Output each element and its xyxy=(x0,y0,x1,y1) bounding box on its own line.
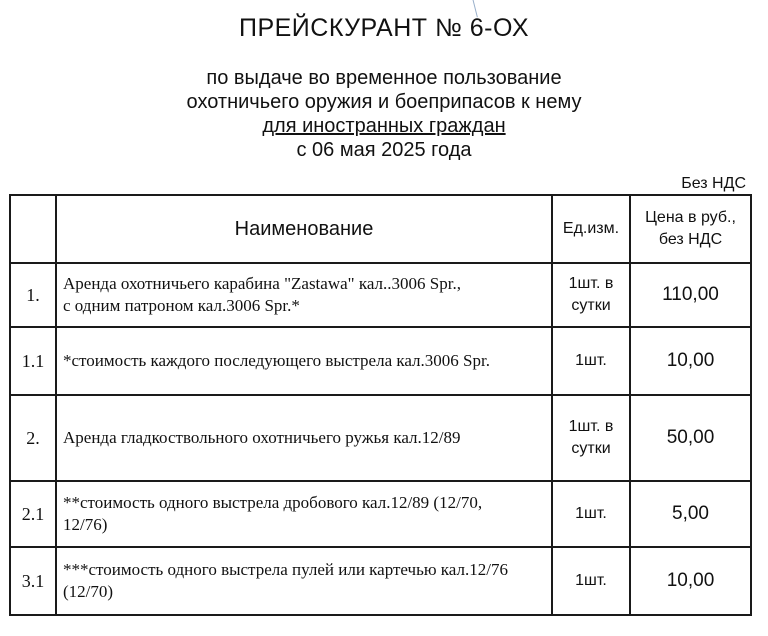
row-unit xyxy=(552,547,630,615)
row-num: 1. xyxy=(10,263,56,327)
row-num: 2. xyxy=(10,395,56,481)
table-row xyxy=(10,395,751,481)
row-name-line: *стоимость каждого последующего выстрела кал.3006 Spr. xyxy=(63,351,490,370)
row-name xyxy=(56,481,552,547)
table-row xyxy=(10,481,751,547)
row-unit xyxy=(552,481,630,547)
header-price-line-2: без НДС xyxy=(658,231,723,248)
price-table xyxy=(9,194,752,616)
row-name xyxy=(56,327,552,395)
row-price: 10,00 xyxy=(630,327,751,395)
table-row xyxy=(10,327,751,395)
row-unit-line: сутки xyxy=(571,297,611,314)
header-num xyxy=(10,195,56,263)
row-unit xyxy=(552,263,630,327)
row-price: 5,00 xyxy=(630,481,751,547)
subtitle-line-1: по выдаче во временное пользование xyxy=(206,67,562,89)
row-name-line: ***стоимость одного выстрела пулей или картечью кал.12/76 xyxy=(63,560,508,579)
row-name xyxy=(56,547,552,615)
row-unit-line: 1шт. xyxy=(575,572,607,589)
row-price: 110,00 xyxy=(630,263,751,327)
subtitle-line-3 xyxy=(0,114,768,138)
document-title: ПРЕЙСКУРАНТ № 6-ОХ xyxy=(238,14,529,42)
row-name-line: с одним патроном кал.3006 Spr.* xyxy=(63,296,300,315)
row-name-line: (12/70) xyxy=(63,582,114,601)
subtitle-line-4: с 06 мая 2025 года xyxy=(296,139,472,161)
header-unit: Ед.изм. xyxy=(552,195,630,263)
header-name: Наименование xyxy=(56,195,552,263)
row-unit-line: сутки xyxy=(571,440,611,457)
row-name-line: Аренда гладкоствольного охотничьего ружья кал.12/89 xyxy=(63,428,461,447)
row-name-line: **стоимость одного выстрела дробового кал.12/89 (12/70, xyxy=(63,493,483,512)
row-unit-line: 1шт. xyxy=(575,505,607,522)
row-unit xyxy=(552,395,630,481)
document-subtitle xyxy=(0,66,768,162)
row-num: 2.1 xyxy=(10,481,56,547)
vat-note: Без НДС xyxy=(681,175,746,192)
row-unit-line: 1шт. в xyxy=(568,275,614,292)
row-unit xyxy=(552,327,630,395)
subtitle-line-2: охотничьего оружия и боеприпасов к нему xyxy=(186,91,582,113)
row-name xyxy=(56,263,552,327)
table-header-row xyxy=(10,195,751,263)
row-name-line: 12/76) xyxy=(63,515,108,534)
row-unit-line: 1шт. xyxy=(575,352,607,369)
header-price-line-1: Цена в руб., xyxy=(645,209,736,226)
row-unit-line: 1шт. в xyxy=(568,418,614,435)
row-name-line: Аренда охотничьего карабина "Zastawa" кал..3006 Spr., xyxy=(63,274,461,293)
row-price: 50,00 xyxy=(630,395,751,481)
row-name xyxy=(56,395,552,481)
row-num: 1.1 xyxy=(10,327,56,395)
subtitle-line-3-text: для иностранных граждан xyxy=(262,115,506,137)
table-row xyxy=(10,263,751,327)
row-price: 10,00 xyxy=(630,547,751,615)
table-row xyxy=(10,547,751,615)
header-price xyxy=(630,195,751,263)
row-num: 3.1 xyxy=(10,547,56,615)
